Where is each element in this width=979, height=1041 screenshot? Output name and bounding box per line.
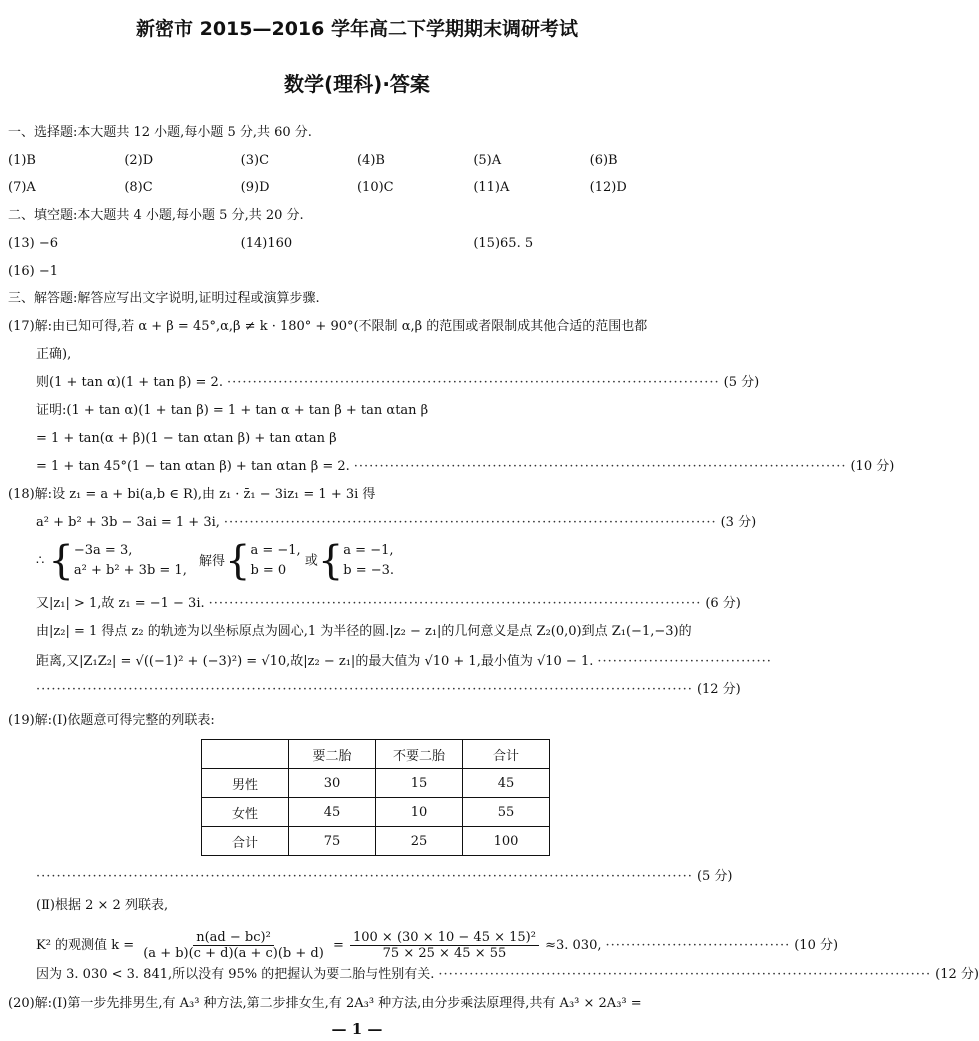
fraction [350,930,539,961]
score-mark: (6 分) [705,596,741,611]
leader-dots: ································································································ [223,515,717,530]
choice-answer: (5)A [473,153,502,168]
system-3 [343,541,394,581]
q19-leader-line [36,966,979,984]
system-2-eq: b = 0 [250,563,287,578]
q19-leader-line [36,868,733,886]
left-brace: { [225,538,251,584]
table-row [202,798,550,827]
fraction [140,930,327,961]
leader-dots: ···································· [605,938,791,953]
table-row [202,769,550,798]
choice-answer: (6)B [589,153,618,168]
choice-answer: (8)C [124,180,153,195]
q17-line: 正确), [36,347,72,362]
choice-answer: (7)A [8,180,36,195]
part1-heading: 一、选择题:本大题共 12 小题,每小题 5 分,共 60 分. [8,125,312,140]
table-cell: 女性 [202,798,289,827]
score-mark: (3 分) [720,515,757,530]
solve-word: 解得 [198,553,225,569]
left-brace: { [48,538,74,584]
q18-leader-line [36,681,741,699]
q18-leader-line [36,595,741,613]
system-2 [250,541,300,581]
q20-line: (20)解:(Ⅰ)第一步先排男生,有 A₃³ 种方法,第二步排女生,有 2A₃³ 种方法,由分步乘法原理得,共有 A₃³ × 2A₃³ = [8,996,642,1011]
choice-answer: (11)A [473,180,510,195]
therefore-symbol: ∴ [36,553,45,569]
table-row [202,827,550,856]
choice-answer: (1)B [8,153,36,168]
page-number: — 1 — [331,1020,383,1038]
q19-formula [36,929,601,963]
q17-line: 证明:(1 + tan α)(1 + tan β) = 1 + tan α + tan β + tan αtan β [36,403,429,418]
k-value: ≈3. 030, [545,938,602,953]
system-3-eq: b = −3. [343,563,395,578]
table-cell: 45 [289,798,376,827]
table-cell: 75 [289,827,376,856]
fill-answer: (13) −6 [8,236,58,251]
system-3-eq: a = −1, [343,543,394,558]
left-brace: { [317,538,344,584]
table-cell: 100 [463,827,550,856]
table-cell: 男性 [202,769,289,798]
fill-answer: (15)65. 5 [473,236,534,251]
q19-line: (Ⅱ)根据 2 × 2 列联表, [36,898,169,913]
q19-line: (19)解:(Ⅰ)依题意可得完整的列联表: [8,713,215,728]
table-header-cell [202,740,289,769]
table-row [202,740,550,769]
table-cell: 55 [463,798,550,827]
k-label: K² 的观测值 k = [36,938,135,953]
choice-answer: (9)D [240,180,270,195]
table-header-cell: 要二胎 [289,740,376,769]
q17-leader-line [36,458,895,476]
q19-formula-line [36,929,839,963]
score-mark: (5 分) [696,869,733,884]
choice-answer: (12)D [589,180,627,195]
score-mark: (12 分) [935,967,979,982]
system-1 [74,541,187,581]
leader-dots: ································································································ [208,596,702,611]
table-header-cell: 合计 [463,740,550,769]
fraction-numerator: n(ad − bc)² [193,930,274,946]
q18-line: (18)解:设 z₁ = a + bi(a,b ∈ R),由 z₁ · z̄₁ − 3iz₁ = 1 + 3i 得 [8,487,376,502]
leader-dots: ································································································································ [36,682,693,697]
leader-dots: ································································································ [438,967,932,982]
q19-line: 因为 3. 030 < 3. 841,所以没有 95% 的把握认为要二胎与性别有关. [36,967,435,982]
contingency-table [201,739,550,856]
score-mark: (12 分) [696,682,741,697]
part3-heading: 三、解答题:解答应写出文字说明,证明过程或演算步骤. [8,291,320,306]
leader-dots: ································································································ [353,459,847,474]
choice-answer: (4)B [356,153,385,168]
choice-row-2 [8,179,706,197]
choice-answer: (2)D [124,153,154,168]
q18-equation-system [36,538,706,584]
q18-line: a² + b² + 3b − 3ai = 1 + 3i, [36,515,220,530]
fill-row-1 [8,235,706,253]
leader-dots: ································································································································ [36,869,693,884]
choice-answer: (3)C [240,153,270,168]
score-mark: (10 分) [850,459,895,474]
q17-line: = 1 + tan(α + β)(1 − tan αtan β) + tan αtan β [36,431,337,446]
fill-answer: (16) −1 [8,264,58,279]
exam-subtitle: 数学(理科)·答案 [284,72,430,96]
fraction-denominator: 75 × 25 × 45 × 55 [382,946,507,961]
table-cell: 25 [376,827,463,856]
or-word: 或 [304,553,318,569]
fraction-denominator: (a + b)(c + d)(a + c)(b + d) [143,946,324,961]
table-cell: 30 [289,769,376,798]
q18-line: 距离,又|Z₁Z₂| = √((−1)² + (−3)²) = √10,故|z₂ − z₁|的最大值为 √10 + 1,最小值为 √10 − 1. [36,654,594,669]
q18-leader-line [36,653,772,671]
equals-sign: = [332,938,344,953]
q17-line: (17)解:由已知可得,若 α + β = 45°,α,β ≠ k · 180° + 90°(不限制 α,β 的范围或者限制成其他合适的范围也都 [8,319,648,334]
system-2-eq: a = −1, [250,543,301,558]
leader-dots: ································································································ [226,375,720,390]
q18-leader-line [36,514,757,532]
system-1-eq: −3a = 3, [73,543,133,558]
score-mark: (10 分) [794,938,839,953]
leader-dots: ·································· [597,654,772,669]
table-header-cell: 不要二胎 [376,740,463,769]
fill-answer: (14)160 [240,236,293,251]
q17-leader-line [36,374,760,392]
exam-title: 新密市 2015—2016 学年高二下学期期末调研考试 [136,18,578,40]
table-cell: 10 [376,798,463,827]
table-cell: 45 [463,769,550,798]
choice-answer: (10)C [356,180,394,195]
q18-line: 又|z₁| > 1,故 z₁ = −1 − 3i. [36,596,205,611]
q17-line: = 1 + tan 45°(1 − tan αtan β) + tan αtan β = 2. [36,459,350,474]
fraction-numerator: 100 × (30 × 10 − 45 × 15)² [350,930,539,946]
system-1-eq: a² + b² + 3b = 1, [73,563,187,578]
table-cell: 15 [376,769,463,798]
q18-line: 由|z₂| = 1 得点 z₂ 的轨迹为以坐标原点为圆心,1 为半径的圆.|z₂ − z₁|的几何意义是点 Z₂(0,0)到点 Z₁(−1,−3)的 [36,624,692,639]
part2-heading: 二、填空题:本大题共 4 小题,每小题 5 分,共 20 分. [8,208,304,223]
score-mark: (5 分) [723,375,760,390]
q17-line: 则(1 + tan α)(1 + tan β) = 2. [36,375,223,390]
table-cell: 合计 [202,827,289,856]
choice-row-1 [8,152,706,170]
